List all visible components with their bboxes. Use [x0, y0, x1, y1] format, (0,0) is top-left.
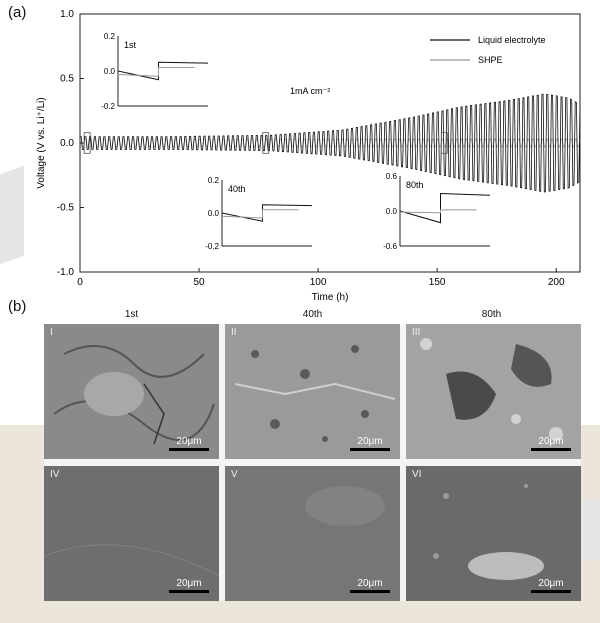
panel-b-label: (b): [8, 298, 27, 315]
scale-bar: 20μm: [531, 578, 571, 593]
inset-tick-label: -0.2: [205, 242, 219, 251]
inset-curve-shpe: [118, 68, 195, 77]
x-tick-label: 150: [428, 277, 446, 288]
scale-bar: 20μm: [350, 436, 390, 451]
x-tick-label: 200: [547, 277, 565, 288]
scale-bar: 20μm: [169, 436, 209, 451]
sem-label: V: [231, 469, 238, 480]
panel-a-label: (a): [8, 4, 27, 21]
x-tick-label: 100: [309, 277, 327, 288]
y-axis-label: Voltage (V vs. Li⁺/Li): [36, 97, 47, 189]
sem-label: I: [50, 327, 53, 338]
inset-label: 80th: [406, 180, 424, 190]
y-tick-label: 0.5: [60, 73, 74, 85]
sem-label: IV: [50, 469, 60, 480]
legend-entry: SHPE: [478, 55, 503, 65]
inset-curve-liquid: [118, 62, 208, 80]
inset-curve-liquid: [400, 194, 490, 223]
scale-bar: 20μm: [350, 578, 390, 593]
inset-tick-label: -0.2: [101, 102, 115, 111]
sem-image-iii: [406, 324, 581, 459]
x-tick-label: 50: [193, 277, 205, 288]
inset-tick-label: 0.0: [207, 209, 219, 218]
sem-label: VI: [412, 469, 422, 480]
y-tick-label: -0.5: [56, 202, 74, 214]
x-axis-label: Time (h): [311, 292, 349, 303]
sem-column-40th: 40th: [302, 309, 323, 320]
inset-tick-label: 0.0: [385, 207, 397, 216]
inset-curve-liquid: [222, 205, 312, 222]
inset-curve-shpe: [222, 210, 299, 218]
sem-image-vi: [406, 466, 581, 601]
sem-column-1st: 1st: [124, 309, 139, 320]
inset-tick-label: 0.2: [103, 32, 115, 41]
scale-bar: 20μm: [531, 436, 571, 451]
sem-label: III: [412, 327, 421, 338]
legend-entry: Liquid electrolyte: [478, 35, 546, 45]
series-line: [80, 94, 580, 192]
sem-image-i: [44, 324, 219, 459]
inset-label: 40th: [228, 184, 246, 194]
inset-tick-label: -0.6: [383, 242, 397, 251]
scale-bar: 20μm: [169, 578, 209, 593]
y-tick-label: -1.0: [56, 267, 74, 278]
inset-curve-shpe: [400, 210, 477, 213]
sem-image-iv: [44, 466, 219, 601]
sem-label: II: [231, 327, 237, 338]
inset-tick-label: 0.6: [385, 172, 397, 181]
sem-column-80th: 80th: [481, 309, 502, 320]
y-tick-label: 0.0: [60, 138, 74, 149]
x-tick-label: 0: [77, 277, 83, 288]
sem-image-ii: [225, 324, 400, 459]
y-tick-label: 1.0: [60, 9, 74, 20]
plot-frame: [80, 14, 580, 272]
inset-tick-label: 0.0: [103, 67, 115, 76]
voltage-time-chart: [0, 0, 600, 310]
sem-image-grid: [44, 324, 581, 601]
inset-tick-label: 0.2: [207, 176, 219, 185]
current-density-label: 1mA cm⁻²: [290, 86, 331, 96]
inset-label: 1st: [124, 40, 137, 50]
sem-image-v: [225, 466, 400, 601]
